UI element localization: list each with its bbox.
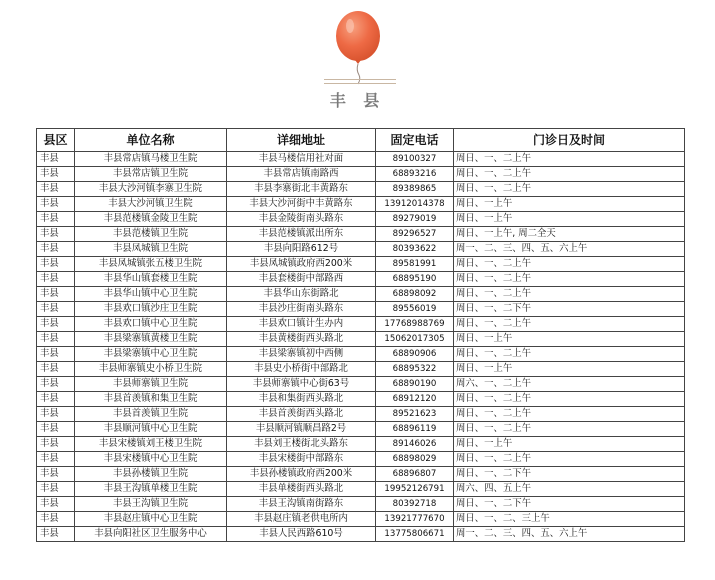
- table-row: [37, 437, 685, 452]
- cell-unit-name: 丰县首羡镇和集卫生院: [75, 392, 227, 407]
- cell-address: 丰县和集街西头路北: [227, 392, 376, 407]
- cell-phone: 68896807: [376, 467, 454, 482]
- table-row: [37, 407, 685, 422]
- table-row: [37, 467, 685, 482]
- cell-phone: 89521623: [376, 407, 454, 422]
- cell-unit-name: 丰县向阳社区卫生服务中心: [75, 527, 227, 542]
- table-row: [37, 497, 685, 512]
- cell-phone: 80393622: [376, 242, 454, 257]
- balloon-icon: [322, 8, 394, 86]
- cell-county: 丰县: [37, 317, 75, 332]
- cell-county: 丰县: [37, 167, 75, 182]
- table-row: [37, 362, 685, 377]
- cell-phone: 89296527: [376, 227, 454, 242]
- table-row: [37, 332, 685, 347]
- cell-address: 丰县史小桥街中部路北: [227, 362, 376, 377]
- table-row: [37, 197, 685, 212]
- cell-clinic-hours: 周日、一、二下午: [454, 302, 685, 317]
- cell-county: 丰县: [37, 392, 75, 407]
- cell-county: 丰县: [37, 182, 75, 197]
- cell-unit-name: 丰县范楼镇金陵卫生院: [75, 212, 227, 227]
- cell-clinic-hours: 周日、一上午: [454, 362, 685, 377]
- col-header-county: 县区: [37, 129, 75, 152]
- cell-clinic-hours: 周六、四、五上午: [454, 482, 685, 497]
- cell-county: 丰县: [37, 362, 75, 377]
- cell-clinic-hours: 周日、一上午: [454, 437, 685, 452]
- cell-unit-name: 丰县宋楼镇刘王楼卫生院: [75, 437, 227, 452]
- cell-clinic-hours: 周一、二、三、四、五、六上午: [454, 527, 685, 542]
- cell-phone: 13921777670: [376, 512, 454, 527]
- cell-unit-name: 丰县梁寨镇中心卫生院: [75, 347, 227, 362]
- cell-county: 丰县: [37, 212, 75, 227]
- cell-unit-name: 丰县凤城镇卫生院: [75, 242, 227, 257]
- cell-county: 丰县: [37, 482, 75, 497]
- cell-unit-name: 丰县王沟镇卫生院: [75, 497, 227, 512]
- cell-county: 丰县: [37, 377, 75, 392]
- cell-unit-name: 丰县凤城镇张五楼卫生院: [75, 257, 227, 272]
- cell-unit-name: 丰县大沙河镇李寨卫生院: [75, 182, 227, 197]
- cell-clinic-hours: 周日、一、二上午: [454, 392, 685, 407]
- cell-clinic-hours: 周日、一、二上午: [454, 287, 685, 302]
- cell-phone: 80392718: [376, 497, 454, 512]
- cell-address: 丰县宋楼街中部路东: [227, 452, 376, 467]
- cell-clinic-hours: 周日、一、二、三上午: [454, 512, 685, 527]
- cell-county: 丰县: [37, 347, 75, 362]
- cell-clinic-hours: 周日、一、二上午: [454, 272, 685, 287]
- table-row: [37, 167, 685, 182]
- cell-address: 丰县黄楼街西头路北: [227, 332, 376, 347]
- cell-unit-name: 丰县首羡镇卫生院: [75, 407, 227, 422]
- clinic-table: [36, 128, 685, 542]
- table-row: [37, 302, 685, 317]
- table-row: [37, 482, 685, 497]
- cell-phone: 19952126791: [376, 482, 454, 497]
- cell-unit-name: 丰县梁寨镇黄楼卫生院: [75, 332, 227, 347]
- cell-address: 丰县首羡街西头路北: [227, 407, 376, 422]
- cell-unit-name: 丰县大沙河镇卫生院: [75, 197, 227, 212]
- table-row: [37, 422, 685, 437]
- cell-county: 丰县: [37, 437, 75, 452]
- cell-address: 丰县梁寨镇初中西侧: [227, 347, 376, 362]
- cell-unit-name: 丰县顺河镇中心卫生院: [75, 422, 227, 437]
- cell-phone: 68898092: [376, 287, 454, 302]
- cell-county: 丰县: [37, 197, 75, 212]
- cell-address: 丰县欢口镇计生办内: [227, 317, 376, 332]
- cell-unit-name: 丰县王沟镇单楼卫生院: [75, 482, 227, 497]
- table-row: [37, 242, 685, 257]
- cell-address: 丰县向阳路612号: [227, 242, 376, 257]
- table-row: [37, 377, 685, 392]
- cell-county: 丰县: [37, 512, 75, 527]
- table-row: [37, 257, 685, 272]
- cell-phone: 68893216: [376, 167, 454, 182]
- cell-unit-name: 丰县赵庄镇中心卫生院: [75, 512, 227, 527]
- cell-county: 丰县: [37, 242, 75, 257]
- cell-address: 丰县沙庄街南头路东: [227, 302, 376, 317]
- cell-county: 丰县: [37, 152, 75, 167]
- col-header-hours: 门诊日及时间: [454, 129, 685, 152]
- cell-phone: 89389865: [376, 182, 454, 197]
- cell-county: 丰县: [37, 527, 75, 542]
- cell-phone: 15062017305: [376, 332, 454, 347]
- cell-county: 丰县: [37, 272, 75, 287]
- cell-county: 丰县: [37, 287, 75, 302]
- cell-unit-name: 丰县华山镇中心卫生院: [75, 287, 227, 302]
- cell-clinic-hours: 周日、一、二上午: [454, 257, 685, 272]
- table-row: [37, 272, 685, 287]
- cell-address: 丰县赵庄镇老供电所内: [227, 512, 376, 527]
- table-row: [37, 347, 685, 362]
- cell-clinic-hours: 周日、一上午: [454, 332, 685, 347]
- cell-county: 丰县: [37, 257, 75, 272]
- cell-unit-name: 丰县孙楼镇卫生院: [75, 467, 227, 482]
- cell-phone: 68895322: [376, 362, 454, 377]
- cell-unit-name: 丰县范楼镇卫生院: [75, 227, 227, 242]
- cell-address: 丰县王沟镇南街路东: [227, 497, 376, 512]
- cell-address: 丰县金陵街南头路东: [227, 212, 376, 227]
- cell-clinic-hours: 周日、一、二上午: [454, 347, 685, 362]
- cell-address: 丰县师寨镇中心街63号: [227, 377, 376, 392]
- cell-unit-name: 丰县华山镇套楼卫生院: [75, 272, 227, 287]
- cell-phone: 89100327: [376, 152, 454, 167]
- cell-clinic-hours: 周日、一、二上午: [454, 317, 685, 332]
- cell-clinic-hours: 周日、一上午: [454, 197, 685, 212]
- cell-clinic-hours: 周日、一、二下午: [454, 467, 685, 482]
- cell-phone: 89146026: [376, 437, 454, 452]
- table-row: [37, 212, 685, 227]
- cell-county: 丰县: [37, 332, 75, 347]
- cell-phone: 68890906: [376, 347, 454, 362]
- cell-clinic-hours: 周日、一、二上午: [454, 167, 685, 182]
- cell-clinic-hours: 周一、二、三、四、五、六上午: [454, 242, 685, 257]
- cell-clinic-hours: 周日、一、二上午: [454, 422, 685, 437]
- title-rule-bottom: [324, 83, 396, 84]
- cell-address: 丰县套楼街中部路西: [227, 272, 376, 287]
- cell-phone: 68890190: [376, 377, 454, 392]
- cell-address: 丰县顺河镇顺昌路2号: [227, 422, 376, 437]
- cell-unit-name: 丰县欢口镇沙庄卫生院: [75, 302, 227, 317]
- cell-address: 丰县范楼镇派出所东: [227, 227, 376, 242]
- cell-clinic-hours: 周日、一、二上午: [454, 407, 685, 422]
- cell-unit-name: 丰县宋楼镇中心卫生院: [75, 452, 227, 467]
- cell-county: 丰县: [37, 452, 75, 467]
- cell-phone: 13775806671: [376, 527, 454, 542]
- cell-clinic-hours: 周日、一、二上午: [454, 452, 685, 467]
- cell-county: 丰县: [37, 422, 75, 437]
- table-header-row: [37, 129, 685, 152]
- cell-phone: 68896119: [376, 422, 454, 437]
- cell-phone: 89556019: [376, 302, 454, 317]
- cell-unit-name: 丰县师寨镇史小桥卫生院: [75, 362, 227, 377]
- cell-address: 丰县华山东街路北: [227, 287, 376, 302]
- table-row: [37, 527, 685, 542]
- cell-county: 丰县: [37, 407, 75, 422]
- page-title: 丰 县: [329, 91, 386, 110]
- cell-phone: 68912120: [376, 392, 454, 407]
- cell-phone: 89279019: [376, 212, 454, 227]
- title-rule-top: [324, 79, 396, 80]
- cell-phone: 68895190: [376, 272, 454, 287]
- cell-unit-name: 丰县欢口镇中心卫生院: [75, 317, 227, 332]
- cell-county: 丰县: [37, 497, 75, 512]
- cell-unit-name: 丰县师寨镇卫生院: [75, 377, 227, 392]
- table-row: [37, 317, 685, 332]
- cell-clinic-hours: 周日、一、二上午: [454, 152, 685, 167]
- cell-clinic-hours: 周日、一上午, 周二全天: [454, 227, 685, 242]
- cell-address: 丰县常店镇南路西: [227, 167, 376, 182]
- table-row: [37, 287, 685, 302]
- cell-phone: 17768988769: [376, 317, 454, 332]
- table-row: [37, 392, 685, 407]
- cell-clinic-hours: 周日、一上午: [454, 212, 685, 227]
- cell-address: 丰县人民西路610号: [227, 527, 376, 542]
- cell-address: 丰县大沙河街中丰黄路东: [227, 197, 376, 212]
- cell-county: 丰县: [37, 227, 75, 242]
- cell-county: 丰县: [37, 302, 75, 317]
- cell-clinic-hours: 周日、一、二上午: [454, 182, 685, 197]
- table-row: [37, 152, 685, 167]
- cell-address: 丰县刘王楼街北头路东: [227, 437, 376, 452]
- cell-unit-name: 丰县常店镇马楼卫生院: [75, 152, 227, 167]
- col-header-address: 详细地址: [227, 129, 376, 152]
- cell-unit-name: 丰县常店镇卫生院: [75, 167, 227, 182]
- table-row: [37, 227, 685, 242]
- cell-phone: 68898029: [376, 452, 454, 467]
- cell-phone: 89581991: [376, 257, 454, 272]
- cell-address: 丰县马楼信用社对面: [227, 152, 376, 167]
- table-row: [37, 182, 685, 197]
- cell-address: 丰县单楼街西头路北: [227, 482, 376, 497]
- table-row: [37, 452, 685, 467]
- cell-phone: 13912014378: [376, 197, 454, 212]
- cell-address: 丰县凤城镇政府西200米: [227, 257, 376, 272]
- col-header-name: 单位名称: [75, 129, 227, 152]
- cell-clinic-hours: 周六、一、二上午: [454, 377, 685, 392]
- cell-clinic-hours: 周日、一、二下午: [454, 497, 685, 512]
- cell-address: 丰县孙楼镇政府西200米: [227, 467, 376, 482]
- col-header-phone: 固定电话: [376, 129, 454, 152]
- table-row: [37, 512, 685, 527]
- cell-address: 丰县李寨街北丰黄路东: [227, 182, 376, 197]
- cell-county: 丰县: [37, 467, 75, 482]
